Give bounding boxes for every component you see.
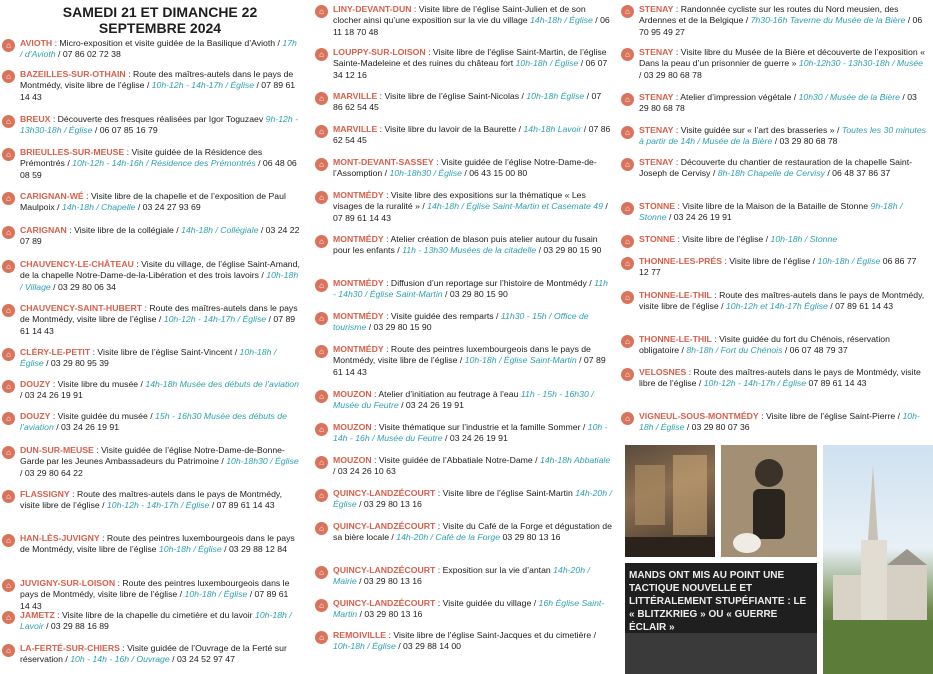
event-entry	[313, 422, 613, 445]
page-title	[40, 4, 280, 36]
event-entry	[313, 91, 613, 114]
event-description: : Visite guidée de la Résidence des Prémontrés /	[20, 147, 263, 169]
landmark-icon: ⌂	[2, 148, 15, 161]
landmark-icon: ⌂	[315, 566, 328, 579]
town-name: BREUX	[20, 114, 51, 124]
event-time-location: 9h-18h / Stonne	[639, 201, 903, 223]
event-entry	[0, 610, 300, 633]
event-phone: / 06 70 95 49 27	[639, 15, 923, 37]
event-entry	[619, 125, 927, 148]
event-time-location: 15h - 16h30 Musée des débuts de l’aviation	[20, 411, 287, 433]
town-name: CHAUVENCY-LE-CHÂTEAU	[20, 259, 134, 269]
event-time-location: 10h-18h / Église	[184, 589, 248, 600]
event-entry	[313, 389, 613, 412]
landmark-icon: ⌂	[315, 5, 328, 18]
event-entry	[0, 379, 300, 402]
event-description: : Visite du Café de la Forge et dégustation de sa bière locale /	[333, 521, 612, 543]
brewery-equipment-icon	[625, 445, 715, 557]
event-entry	[619, 92, 927, 115]
event-description: : Visite guidée de l’église Notre-Dame-de-l’Assomption /	[333, 157, 597, 179]
event-description: : Visite libre de l’église Saint-Jacques et du cimetière /	[386, 630, 596, 640]
event-time-location: 10h-18h / Église Saint-Martin	[464, 355, 577, 366]
town-name: BAZEILLES-SUR-OTHAIN	[20, 69, 126, 79]
event-description: : Visite guidée du village /	[435, 598, 539, 608]
event-description: : Visite libre de l’église /	[675, 234, 771, 244]
event-time-location: 10h - 14h - 16h / Ouvrage	[70, 654, 170, 665]
event-description: : Visite libre de l’église Saint-Martin, de l’église Sainte-Madeleine et des ruines du château fort	[333, 47, 607, 69]
event-entry	[0, 411, 300, 434]
town-name: STONNE	[639, 201, 676, 211]
event-time-location: 10h-18h30 / Église	[389, 168, 462, 179]
event-description: : Atelier création de blason puis atelier autour du fusain pour les enfants /	[333, 234, 598, 256]
landmark-icon: ⌂	[621, 202, 634, 215]
town-name: MARVILLE	[333, 91, 378, 101]
town-name: MONTMÉDY	[333, 234, 384, 244]
event-phone: / 03 24 52 97 47	[169, 654, 235, 665]
event-time-location: 11h30 - 15h / Office de tourisme	[333, 311, 589, 333]
event-description: : Route des peintres luxembourgeois dans le pays de Montmédy, visite libre de l’église	[20, 533, 295, 555]
landmark-icon: ⌂	[2, 644, 15, 657]
event-entry	[313, 521, 613, 544]
event-description: : Route des peintres luxembourgeois dans le pays de Montmédy, visite libre de l’église /	[20, 578, 290, 600]
event-time-location: 14h-18h Abbatiale	[539, 455, 611, 465]
event-phone: / 06 07 85 16 79	[92, 125, 158, 136]
event-phone: / 07 89 61 14 43	[333, 201, 608, 223]
event-entry	[313, 47, 613, 81]
event-time-location: 10h30 / Musée de la Bière	[798, 92, 900, 102]
event-description: : Micro-exposition et visite guidée de la Basilique d’Avioth /	[52, 38, 283, 48]
event-entry	[619, 256, 927, 279]
town-name: CLÉRY-LE-PETIT	[20, 347, 91, 357]
event-description: : Visite guidée de l’Ouvrage de la Ferté sur réservation /	[20, 643, 287, 665]
town-name: LOUPPY-SUR-LOISON	[333, 47, 426, 57]
landmark-icon: ⌂	[2, 534, 15, 547]
event-time-location: 10h-18h / Église	[158, 544, 222, 555]
town-name: MONTMÉDY	[333, 311, 384, 321]
event-description: : Visite libre de l’église /	[722, 256, 818, 266]
event-phone: / 06 11 18 70 48	[333, 15, 610, 37]
event-phone: / 03 29 80 07 36	[684, 422, 750, 433]
event-phone: / 06 48 06 08 59	[20, 158, 297, 180]
event-phone: 03 29 80 13 16	[500, 532, 561, 543]
landmark-icon: ⌂	[2, 226, 15, 239]
landmark-icon: ⌂	[315, 48, 328, 61]
event-time-location: 9h-12h - 13h30-18h / Église	[20, 114, 298, 136]
event-description: : Route des maîtres-autels dans le pays de Montmédy, visite libre de l’église /	[20, 303, 298, 325]
event-time-location: 10h-18h / Église	[515, 58, 579, 69]
landmark-icon: ⌂	[621, 335, 634, 348]
event-entry	[619, 4, 927, 38]
town-name: STENAY	[639, 47, 674, 57]
landmark-icon: ⌂	[621, 291, 634, 304]
event-description: : Visite libre de la Maison de la Bataille de Stonne	[675, 201, 871, 211]
abbey-church-icon	[823, 445, 933, 674]
event-phone: / 03 29 80 68 78	[639, 69, 702, 80]
landmark-icon: ⌂	[315, 390, 328, 403]
event-description: : Découverte des fresques réalisées par Igor Toguzaev	[50, 114, 266, 124]
event-time-location: 14h-20h / Mairie	[333, 565, 590, 587]
town-name: MOUZON	[333, 422, 372, 432]
event-entry	[313, 598, 613, 621]
landmark-icon: ⌂	[2, 380, 15, 393]
landmark-icon: ⌂	[621, 235, 634, 248]
event-time-location: 11h - 13h30 Musées de la citadelle	[402, 245, 537, 256]
event-time-location: 7h30-16h Taverne du Musée de la Bière	[750, 15, 906, 26]
event-time-location: Toutes les 30 minutes à partir de 14h / Musée de la Bière	[639, 125, 927, 147]
landmark-icon: ⌂	[621, 368, 634, 381]
event-entry	[619, 334, 927, 357]
event-time-location: 10h-12h - 14h-17h / Église	[151, 80, 255, 91]
landmark-icon: ⌂	[315, 279, 328, 292]
event-entry	[0, 114, 300, 137]
event-description: : Atelier d’impression végétale /	[673, 92, 799, 102]
town-name: VELOSNES	[639, 367, 687, 377]
event-phone: / 07 89 61 14 43	[827, 301, 894, 312]
event-time-location: 10h - 14h - 16h / Musée du Feutre	[333, 422, 608, 444]
event-time-location: 14h-18h / Église Saint-Martin et Casemate 49	[427, 201, 603, 212]
event-phone: / 03 29 80 95 39	[43, 358, 109, 369]
town-name: THONNE-LES-PRÉS	[639, 256, 723, 266]
event-entry	[0, 643, 300, 666]
town-name: THONNE-LE-THIL	[639, 290, 712, 300]
event-phone: / 07 89 61 14 43	[20, 314, 296, 336]
landmark-icon: ⌂	[621, 126, 634, 139]
town-name: DOUZY	[20, 379, 51, 389]
town-name: JUVIGNY-SUR-LOISON	[20, 578, 116, 588]
event-description: : Visite libre de l’église Saint-Nicolas /	[377, 91, 527, 101]
event-time-location: 10h-12h - 14h-17h / Église	[703, 378, 807, 389]
event-entry	[313, 278, 613, 301]
event-phone: / 03 24 26 19 91	[20, 390, 83, 401]
town-name: MONTMÉDY	[333, 190, 384, 200]
title-line-2: SEPTEMBRE 2024	[98, 20, 222, 36]
event-description: : Route des peintres luxembourgeois dans le pays de Montmédy, visite libre de l’église /	[333, 344, 591, 366]
event-entry	[0, 445, 300, 479]
event-phone: / 03 29 80 13 16	[356, 499, 422, 510]
event-phone: / 07 86 02 72 38	[55, 49, 121, 60]
event-phone: / 07 86 62 54 45	[333, 91, 602, 113]
event-time-location: 10h-12h30 - 13h30-18h / Musée	[798, 58, 923, 69]
town-name: FLASSIGNY	[20, 489, 70, 499]
event-description: : Exposition sur la vie d’antan	[435, 565, 554, 575]
landmark-icon: ⌂	[315, 599, 328, 612]
landmark-icon: ⌂	[2, 348, 15, 361]
event-phone: / 03 24 26 19 91	[442, 433, 508, 444]
landmark-icon: ⌂	[315, 456, 328, 469]
event-entry	[313, 565, 613, 588]
event-time-location: 8h-18h Chapelle de Cervisy	[717, 168, 825, 179]
event-time-location: 14h-20h / Église	[333, 488, 612, 510]
event-time-location: 10h-18h Église	[526, 91, 585, 101]
event-description: : Route des maîtres-autels dans le pays de Montmédy, visite libre de l’église /	[639, 290, 925, 312]
town-name: JAMETZ	[20, 610, 55, 620]
landmark-icon: ⌂	[315, 125, 328, 138]
town-name: STENAY	[639, 157, 674, 167]
town-name: MOUZON	[333, 455, 372, 465]
event-phone: / 03 24 26 19 91	[666, 212, 732, 223]
landmark-icon: ⌂	[315, 522, 328, 535]
event-time-location: 10h-18h / Stonne	[770, 234, 838, 244]
event-phone: / 07 86 62 54 45	[333, 124, 611, 146]
event-phone: / 03 29 80 15 90	[366, 322, 432, 333]
event-time-location: 10h-18h / Église	[333, 641, 396, 652]
event-entry	[0, 578, 300, 612]
town-name: HAN-LÈS-JUVIGNY	[20, 533, 100, 543]
town-name: STENAY	[639, 125, 674, 135]
event-entry	[313, 190, 613, 224]
event-time-location: 10h-18h / Église	[817, 256, 881, 266]
event-description: : Randonnée cycliste sur les routes du Nord meusien, des Ardennes et de la Belgique /	[639, 4, 899, 26]
brewery-photo	[625, 445, 715, 557]
event-phone: / 03 24 27 93 69	[135, 202, 201, 213]
event-time-location: 8h-18h / Fort du Chénois	[686, 345, 783, 356]
event-time-location: 10h-12h - 14h-17h / Église	[106, 500, 210, 511]
landmark-icon: ⌂	[315, 423, 328, 436]
event-entry	[619, 411, 927, 434]
town-name: REMOIVILLE	[333, 630, 387, 640]
event-entry	[619, 367, 927, 390]
town-name: QUINCY-LANDZÉCOURT	[333, 598, 436, 608]
town-name: MONTMÉDY	[333, 278, 384, 288]
event-phone: / 03 24 22 07 89	[20, 225, 300, 247]
event-phone: / 03 29 80 06 34	[50, 281, 116, 292]
event-time-location: 17h / d’Avioth	[20, 38, 297, 60]
church-photo	[823, 445, 933, 674]
child-with-dog-icon	[721, 445, 817, 557]
event-phone: / 03 29 80 15 90	[442, 289, 508, 300]
town-name: MARVILLE	[333, 124, 378, 134]
landmark-icon: ⌂	[315, 345, 328, 358]
event-description: : Visite libre du Musée de la Bière et découverte de l’exposition « Dans la peau d’un prisonnier de guerre »	[639, 47, 925, 69]
event-entry	[313, 234, 613, 257]
landmark-icon: ⌂	[315, 631, 328, 644]
event-entry	[619, 157, 927, 180]
event-time-location: 14h-18h / Chapelle	[62, 202, 136, 213]
town-name: STENAY	[639, 4, 674, 14]
event-description: : Atelier d’initiation au feutrage à l’eau	[371, 389, 521, 399]
landmark-icon: ⌂	[2, 260, 15, 273]
town-name: STENAY	[639, 92, 674, 102]
landmark-icon: ⌂	[621, 412, 634, 425]
event-entry	[313, 344, 613, 378]
event-phone: / 07 89 61 14 43	[333, 355, 606, 377]
event-description: : Route des maîtres-autels dans le pays de Montmédy, visite libre de l’église /	[20, 69, 294, 91]
event-time-location: 14h-20h / Café de la Forge	[396, 532, 501, 543]
town-name: MOUZON	[333, 389, 372, 399]
town-name: DOUZY	[20, 411, 51, 421]
event-entry	[619, 234, 927, 245]
event-description: : Visite libre de la chapelle et de l’exposition de Paul Maulpoix /	[20, 191, 286, 213]
town-name: VIGNEUL-SOUS-MONTMÉDY	[639, 411, 759, 421]
event-description: : Découverte du chantier de restauration de la chapelle Saint-Joseph de Cervisy /	[639, 157, 913, 179]
town-name: CHAUVENCY-SAINT-HUBERT	[20, 303, 143, 313]
event-description: : Visite libre de la chapelle du cimetière et du lavoir	[54, 610, 255, 620]
title-line-1: SAMEDI 21 ET DIMANCHE 22	[62, 4, 258, 20]
sign-text: MANDS ONT MIS AU POINT UNE TACTIQUE NOUVELLE ET LITTÉRALEMENT STUPÉFIANTE : LE « BLITZKRIEG » OU « GUERRE ÉCLAIR »	[629, 570, 807, 633]
event-description: : Visite guidée de l’Abbatiale Notre-Dame /	[371, 455, 540, 465]
event-description: : Visite libre de l’église Saint-Vincent /	[90, 347, 240, 357]
event-description: : Route des maîtres-autels dans le pays de Montmédy, visite libre de l’église /	[639, 367, 921, 389]
event-entry	[313, 124, 613, 147]
town-name: STONNE	[639, 234, 676, 244]
town-name: THONNE-LE-THIL	[639, 334, 712, 344]
event-description: : Diffusion d’un reportage sur l’histoire de Montmédy /	[383, 278, 595, 288]
event-entry	[0, 38, 300, 61]
event-phone: / 03 29 80 68 78	[772, 136, 838, 147]
landmark-icon: ⌂	[621, 158, 634, 171]
event-phone: / 06 48 37 86 37	[824, 168, 891, 179]
town-name: BRIEULLES-SUR-MEUSE	[20, 147, 125, 157]
event-phone: / 03 24 26 19 91	[398, 400, 464, 411]
photo-collage	[625, 445, 933, 674]
event-description: : Visite guidée sur « l’art des brasseries » /	[673, 125, 842, 135]
event-phone: / 03 24 26 19 91	[53, 422, 120, 433]
landmark-icon: ⌂	[621, 5, 634, 18]
event-phone: / 03 29 88 12 84	[221, 544, 287, 555]
event-entry	[313, 488, 613, 511]
town-name: QUINCY-LANDZÉCOURT	[333, 521, 436, 531]
landmark-icon: ⌂	[2, 70, 15, 83]
town-name: CARIGNAN-WÉ	[20, 191, 84, 201]
event-phone: / 06 07 48 79 37	[782, 345, 848, 356]
town-name: LA-FERTÉ-SUR-CHIERS	[20, 643, 120, 653]
vintage-portrait-photo	[721, 445, 817, 557]
event-phone: / 07 89 61 14 43	[20, 80, 296, 102]
town-name: MONTMÉDY	[333, 344, 384, 354]
event-time-location: 14h-18h Lavoir	[523, 124, 582, 134]
event-description: : Visite libre du musée /	[50, 379, 146, 389]
landmark-icon: ⌂	[315, 92, 328, 105]
blitzkrieg-sign-photo	[625, 563, 817, 674]
landmark-icon: ⌂	[2, 579, 15, 592]
landmark-icon: ⌂	[2, 611, 15, 624]
event-description: : Visite guidée de l’église Notre-Dame-de-Bonne-Garde par les Jeunes Ambassadeurs du Patrimoine /	[20, 445, 285, 467]
event-entry	[0, 69, 300, 103]
event-phone: / 06 07 34 12 16	[333, 58, 608, 80]
event-time-location: 14h-18h / Collégiale	[181, 225, 259, 235]
town-name: LINY-DEVANT-DUN	[333, 4, 412, 14]
landmark-icon: ⌂	[315, 312, 328, 325]
event-time-location: 10h-18h / Église	[639, 411, 920, 433]
sign-panel	[625, 633, 817, 674]
event-time-location: 10h-18h / Village	[20, 270, 299, 292]
event-description: : Route des maîtres-autels dans le pays de Montmédy, visite libre de l’église /	[20, 489, 283, 511]
event-phone: / 03 29 80 15 90	[536, 245, 602, 256]
landmark-icon: ⌂	[2, 115, 15, 128]
event-entry	[0, 259, 300, 293]
event-description: : Visite libre de la collégiale /	[66, 225, 182, 235]
event-phone: 07 89 61 14 43	[806, 378, 867, 389]
event-description: : Visite libre de l’église Saint-Julien et de son clocher ainsi qu’une exposition sur la vie du village	[333, 4, 586, 26]
landmark-icon: ⌂	[2, 192, 15, 205]
event-entry	[313, 157, 613, 180]
landmark-icon: ⌂	[2, 490, 15, 503]
town-name: MONT-DEVANT-SASSEY	[333, 157, 434, 167]
event-phone: 06 86 77 12 77	[639, 256, 917, 278]
event-description: : Visite guidée des remparts /	[383, 311, 501, 321]
landmark-icon: ⌂	[315, 489, 328, 502]
event-time-location: 14h-18h / Église	[530, 15, 593, 26]
landmark-icon: ⌂	[2, 39, 15, 52]
town-name: QUINCY-LANDZÉCOURT	[333, 488, 436, 498]
event-phone: / 07 89 61 14 43	[209, 500, 275, 511]
event-time-location: 14h-18h Musée des débuts de l’aviation	[145, 379, 299, 389]
event-phone: / 03 29 88 16 89	[43, 621, 109, 632]
event-phone: / 06 43 15 00 80	[461, 168, 528, 179]
event-phone: / 03 29 80 64 22	[20, 467, 83, 478]
event-entry	[0, 225, 300, 248]
event-entry	[0, 489, 300, 512]
event-time-location: 10h-18h / Église	[20, 347, 277, 369]
event-time-location: 10h-18h / Lavoir	[20, 610, 292, 632]
event-time-location: 10h-12h - 14h-17h / Église	[163, 314, 267, 325]
town-name: DUN-SUR-MEUSE	[20, 445, 94, 455]
landmark-icon: ⌂	[621, 48, 634, 61]
town-name: CARIGNAN	[20, 225, 67, 235]
event-phone: / 03 24 26 10 63	[333, 466, 396, 477]
event-entry	[619, 47, 927, 81]
landmark-icon: ⌂	[315, 191, 328, 204]
event-time-location: 10h-12h et 14h-17h Église	[725, 301, 828, 312]
event-time-location: 11h - 15h - 16h30 / Musée du Feutre	[333, 389, 594, 411]
event-entry	[313, 630, 613, 653]
event-time-location: 10h-18h30 / Église	[226, 456, 299, 467]
event-entry	[0, 303, 300, 337]
event-time-location: 11h - 14h30 / Église Saint-Martin	[333, 278, 608, 300]
event-entry	[313, 4, 613, 38]
event-description: : Visite libre des expositions sur la thématique « Les visages de la ruralité » /	[333, 190, 586, 212]
landmark-icon: ⌂	[315, 158, 328, 171]
event-description: : Visite libre de l’église Saint-Martin	[435, 488, 576, 498]
event-phone: / 07 89 61 14 43	[20, 589, 289, 611]
landmark-icon: ⌂	[2, 412, 15, 425]
event-phone: / 03 29 88 14 00	[395, 641, 462, 652]
event-phone: / 03 29 80 68 78	[639, 92, 917, 114]
event-description: : Visite du village, de l’église Saint-Amand, de la chapelle Notre-Dame-de-la-Libération et des trois lavoirs /	[20, 259, 300, 281]
event-description: : Visite libre du lavoir de la Baurette /	[377, 124, 524, 134]
event-entry	[0, 533, 300, 556]
event-description: : Visite libre de l’église Saint-Pierre /	[758, 411, 903, 421]
landmark-icon: ⌂	[315, 235, 328, 248]
event-description: : Visite guidée du fort du Chénois, réservation obligatoire /	[639, 334, 890, 356]
event-entry	[313, 311, 613, 334]
landmark-icon: ⌂	[2, 446, 15, 459]
event-time-location: 16h Église Saint-Martin	[333, 598, 605, 620]
landmark-icon: ⌂	[2, 304, 15, 317]
event-phone: / 03 29 80 13 16	[356, 576, 422, 587]
landmark-icon: ⌂	[621, 257, 634, 270]
event-description: : Visite guidée du musée /	[50, 411, 156, 421]
event-entry	[0, 147, 300, 181]
landmark-icon: ⌂	[621, 93, 634, 106]
event-entry	[619, 290, 927, 313]
event-phone: / 03 29 80 13 16	[357, 609, 423, 620]
event-description: : Visite thématique sur l’industrie et la famille Sommer /	[371, 422, 588, 432]
event-entry	[313, 455, 613, 478]
event-entry	[0, 191, 300, 214]
event-entry	[0, 347, 300, 370]
event-entry	[619, 201, 927, 224]
event-time-location: 10h-12h - 14h-16h / Résidence des Prémontrés	[72, 158, 256, 169]
town-name: QUINCY-LANDZÉCOURT	[333, 565, 436, 575]
town-name: AVIOTH	[20, 38, 53, 48]
